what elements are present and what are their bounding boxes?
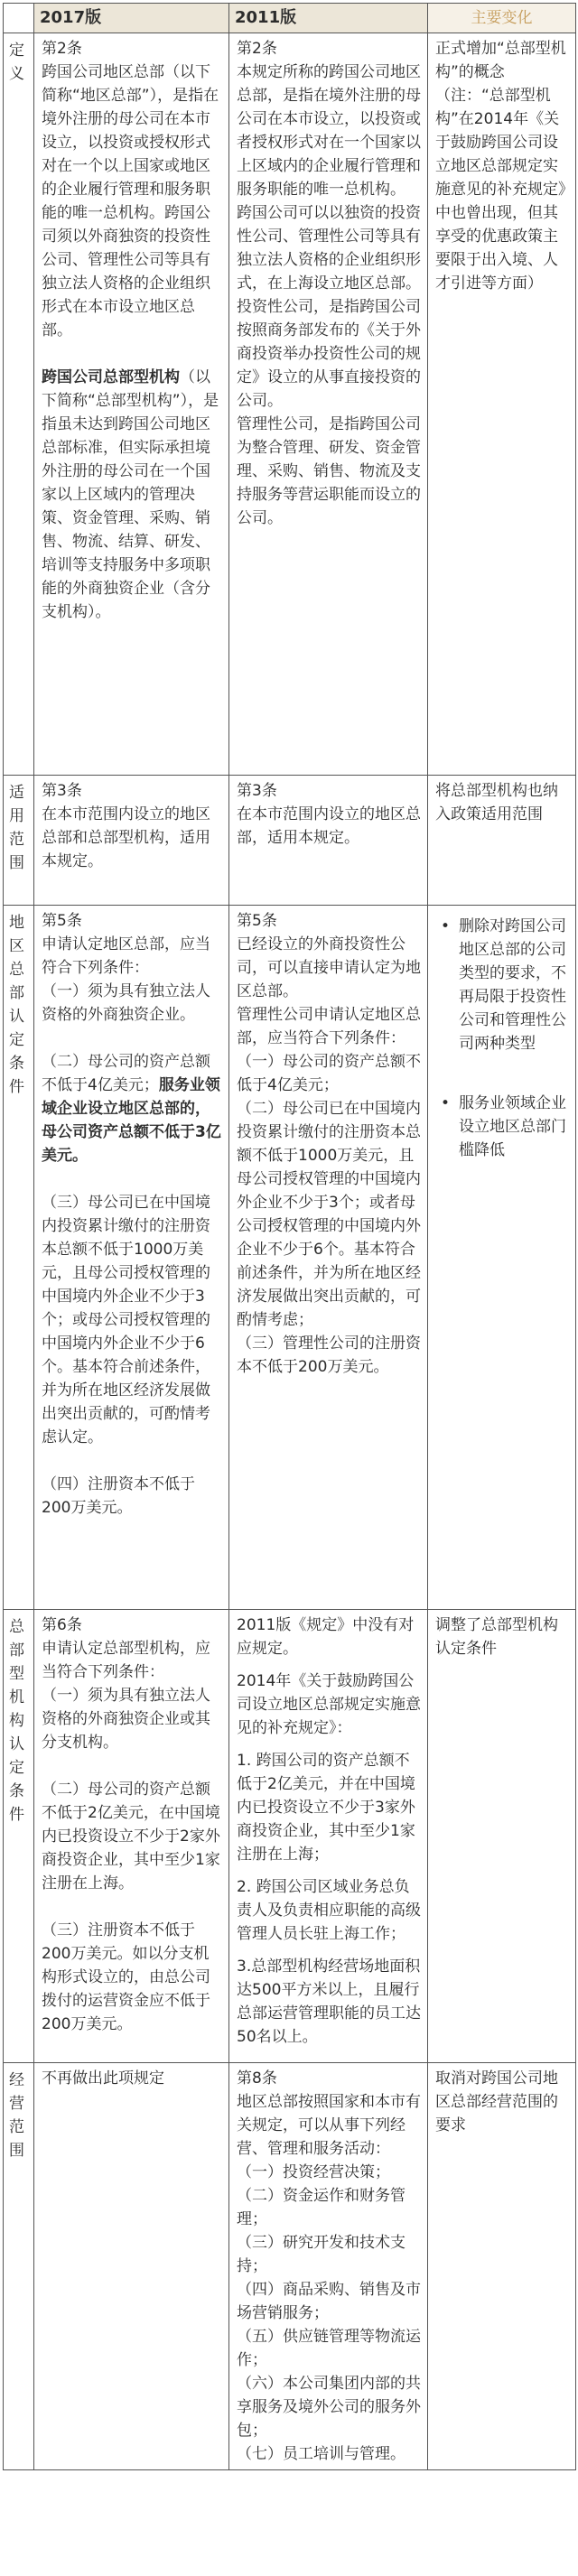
cell-2017 bbox=[34, 1610, 229, 2063]
paragraph: （二）母公司的资产总额不低于2亿美元，在中国境内已投资设立不少于2家外商投资企业，其中至少1家注册在上海。 bbox=[42, 1781, 220, 1892]
cell-2017 bbox=[34, 906, 229, 1610]
paragraph: 在本市范围内设立的地区总部和总部型机构，适用本规定。 bbox=[42, 805, 210, 870]
paragraph: 投资性公司，是指跨国公司按照商务部发布的《关于外商投资举办投资性公司的规定》设立的从事直接投资的公司。 bbox=[237, 298, 421, 410]
cell-2011 bbox=[229, 906, 428, 1610]
paragraph: 3.总部型机构经营场地面积达500平方米以上，且履行总部运营管理职能的员工达50名以上。 bbox=[237, 1958, 421, 2046]
header-row bbox=[4, 4, 576, 33]
paragraph: （三）母公司已在中国境内投资累计缴付的注册资本总额不低于1000万美元，且母公司授权管理的中国境内外企业不少于3个；或母公司授权管理的中国境内外企业不少于6个。基本符合前述条件，并为所在地区经济发展做出突出贡献的，可酌情考虑认定。 bbox=[42, 1194, 210, 1446]
cell-change bbox=[428, 33, 576, 776]
article-number: 第2条 bbox=[42, 40, 82, 58]
paragraph: （二）母公司已在中国境内投资累计缴付的注册资本总额不低于1000万美元，且母公司授权管理的中国境内外企业不少于3个；或者母公司授权管理的中国境内外企业不少于6个。基本符合前述条件，并为所在地区经济发展做出突出贡献的，可酌情考虑； bbox=[237, 1100, 421, 1329]
paragraph: 跨国公司可以以独资的投资性公司、管理性公司等具有独立法人资格的企业组织形式，在上海设立地区总部。 bbox=[237, 204, 421, 293]
article-number: 第5条 bbox=[237, 912, 277, 930]
paragraph: 在本市范围内设立的地区总部，适用本规定。 bbox=[237, 805, 421, 847]
change-summary: 正式增加“总部型机构”的概念 bbox=[435, 40, 566, 81]
paragraph: 申请认定总部型机构，应当符合下列条件： bbox=[42, 1640, 210, 1681]
comparison-table bbox=[3, 3, 576, 2470]
spacer bbox=[237, 1740, 422, 1749]
change-item: • 删除对跨国公司地区总部的公司类型的要求，不再局限于投资性公司和管理性公司两种类型 bbox=[459, 915, 570, 1056]
row-category: 适用范围 bbox=[4, 776, 34, 906]
bold-clause: 服务业领域企业设立地区总部的，母公司资产总额不低于3亿美元。 bbox=[42, 1076, 221, 1165]
paragraph: 1. 跨国公司的资产总额不低于2亿美元，并在中国境内已投资设立不少于3家外商投资企业，其中至少1家注册在上海； bbox=[237, 1752, 415, 1864]
paragraph: 申请认定地区总部，应当符合下列条件： bbox=[42, 935, 210, 977]
paragraph: （三）注册资本不低于200万美元。如以分支机构形式设立的，由总公司拨付的运营资金应不低于200万美元。 bbox=[42, 1921, 210, 2033]
cell-2017 bbox=[34, 2063, 229, 2470]
cell-change bbox=[428, 2063, 576, 2470]
spacer bbox=[237, 1660, 422, 1669]
spacer bbox=[42, 1449, 223, 1473]
cell-2017 bbox=[34, 33, 229, 776]
row-hq-type-criteria bbox=[4, 1610, 576, 2063]
spacer bbox=[237, 1946, 422, 1955]
row-definition bbox=[4, 33, 576, 776]
paragraph: （一）须为具有独立法人资格的外商独资企业或其分支机构。 bbox=[42, 1687, 210, 1752]
paragraph: （六）本公司集团内部的共享服务及境外公司的服务外包； bbox=[237, 2375, 421, 2440]
row-category: 总部型机构认定条件 bbox=[4, 1610, 34, 2063]
paragraph: 本规定所称的跨国公司地区总部，是指在境外注册的母公司在本市设立，以投资或者授权形式对在一个国家以上区域内的企业履行管理和服务职能的唯一总机构。 bbox=[237, 63, 421, 199]
spacer bbox=[237, 1866, 422, 1875]
article-number: 第5条 bbox=[42, 912, 82, 930]
paragraph: （一）须为具有独立法人资格的外商独资企业。 bbox=[42, 982, 210, 1024]
spacer bbox=[42, 1167, 223, 1191]
cell-2011 bbox=[229, 776, 428, 906]
change-item: • 服务业领域企业设立地区总部门槛降低 bbox=[459, 1092, 570, 1162]
paragraph: 已经设立的外商投资性公司，可以直接申请认定为地区总部。 bbox=[237, 935, 421, 1000]
paragraph bbox=[42, 1050, 223, 1167]
article-number: 第8条 bbox=[237, 2069, 277, 2088]
cell-change bbox=[428, 906, 576, 1610]
paragraph: 2. 跨国公司区域业务总负责人及负责相应职能的高级管理人员长驻上海工作； bbox=[237, 1878, 421, 1943]
cell-2011 bbox=[229, 2063, 428, 2470]
bullet-icon: • bbox=[441, 917, 451, 935]
header-2011: 2011版 bbox=[229, 4, 428, 33]
paragraph: 2014年《关于鼓励跨国公司设立地区总部规定实施意见的补充规定》： bbox=[237, 1672, 421, 1737]
spacer bbox=[42, 1895, 223, 1919]
paragraph bbox=[42, 366, 223, 624]
row-category: 地区总部认定条件 bbox=[4, 906, 34, 1610]
cell-change bbox=[428, 1610, 576, 2063]
spacer bbox=[42, 1027, 223, 1050]
article-number: 第3条 bbox=[42, 782, 82, 800]
bullet-icon: • bbox=[441, 1094, 451, 1112]
row-business-scope bbox=[4, 2063, 576, 2470]
change-list bbox=[435, 915, 570, 1162]
article-number: 第2条 bbox=[237, 40, 277, 58]
paragraph-rest: （以下简称“总部型机构”），是指虽未达到跨国公司地区总部标准，但实际承担境外注册的母公司在一个国家以上区域内的管理决策、资金管理、采购、销售、物流、结算、研发、培训等支持服务中多项职能的外商独资企业（含分支机构）。 bbox=[42, 368, 219, 621]
header-2017: 2017版 bbox=[34, 4, 229, 33]
paragraph: 2011版《规定》中没有对应规定。 bbox=[237, 1616, 415, 1658]
paragraph: 管理性公司，是指跨国公司为整合管理、研发、资金管理、采购、销售、物流及支持服务等营运职能而设立的公司。 bbox=[237, 415, 421, 527]
paragraph: （一）投资经营决策； bbox=[237, 2163, 390, 2181]
paragraph: （三）管理性公司的注册资本不低于200万美元。 bbox=[237, 1334, 421, 1376]
paragraph: 地区总部按照国家和本市有关规定，可以从事下列经营、管理和服务活动： bbox=[237, 2093, 421, 2158]
cell-2011 bbox=[229, 33, 428, 776]
article-number: 第3条 bbox=[237, 782, 277, 800]
change-summary: 将总部型机构也纳入政策适用范围 bbox=[435, 782, 558, 823]
row-scope bbox=[4, 776, 576, 906]
paragraph: （一）母公司的资产总额不低于4亿美元； bbox=[237, 1053, 421, 1094]
row-category: 定义 bbox=[4, 33, 34, 776]
paragraph: 不再做出此项规定 bbox=[42, 2069, 164, 2088]
change-note: （注：“总部型机构”在2014年《关于鼓励跨国公司设立地区总部规定实施意见的补充规定》中也曾出现，但其享受的优惠政策主要限于出入境、人才引进等方面） bbox=[435, 87, 566, 293]
paragraph: （二）资金运作和财务管理； bbox=[237, 2187, 406, 2228]
paragraph: （五）供应链管理等物流运作； bbox=[237, 2328, 421, 2369]
cell-change bbox=[428, 776, 576, 906]
header-main-changes: 主要变化 bbox=[428, 4, 576, 33]
cell-2011 bbox=[229, 1610, 428, 2063]
paragraph: （七）员工培训与管理。 bbox=[237, 2445, 406, 2463]
row-regional-hq-criteria bbox=[4, 906, 576, 1610]
row-category: 经营范围 bbox=[4, 2063, 34, 2470]
change-summary: 调整了总部型机构认定条件 bbox=[435, 1616, 558, 1658]
paragraph-start: （二）母公司的资产总额不低于4亿美元； bbox=[42, 1053, 210, 1094]
change-summary: 取消对跨国公司地区总部经营范围的要求 bbox=[435, 2069, 558, 2134]
paragraph: （四）商品采购、销售及市场营销服务； bbox=[237, 2281, 421, 2322]
spacer bbox=[42, 342, 223, 366]
bold-term: 跨国公司总部型机构 bbox=[42, 368, 180, 386]
paragraph: （三）研究开发和技术支持； bbox=[237, 2234, 406, 2275]
paragraph: 跨国公司地区总部（以下简称“地区总部”），是指在境外注册的母公司在本市设立，以投资或授权形式对在一个以上国家或地区的企业履行管理和服务职能的唯一总机构。跨国公司须以外商独资的投资性公司、管理性公司等具有独立法人资格的企业组织形式在本市设立地区总部。 bbox=[42, 63, 219, 339]
header-label bbox=[4, 4, 34, 33]
article-number: 第6条 bbox=[42, 1616, 82, 1634]
paragraph: （四）注册资本不低于200万美元。 bbox=[42, 1475, 195, 1517]
spacer bbox=[42, 1754, 223, 1778]
cell-2017 bbox=[34, 776, 229, 906]
paragraph: 管理性公司申请认定地区总部，应当符合下列条件： bbox=[237, 1006, 421, 1047]
